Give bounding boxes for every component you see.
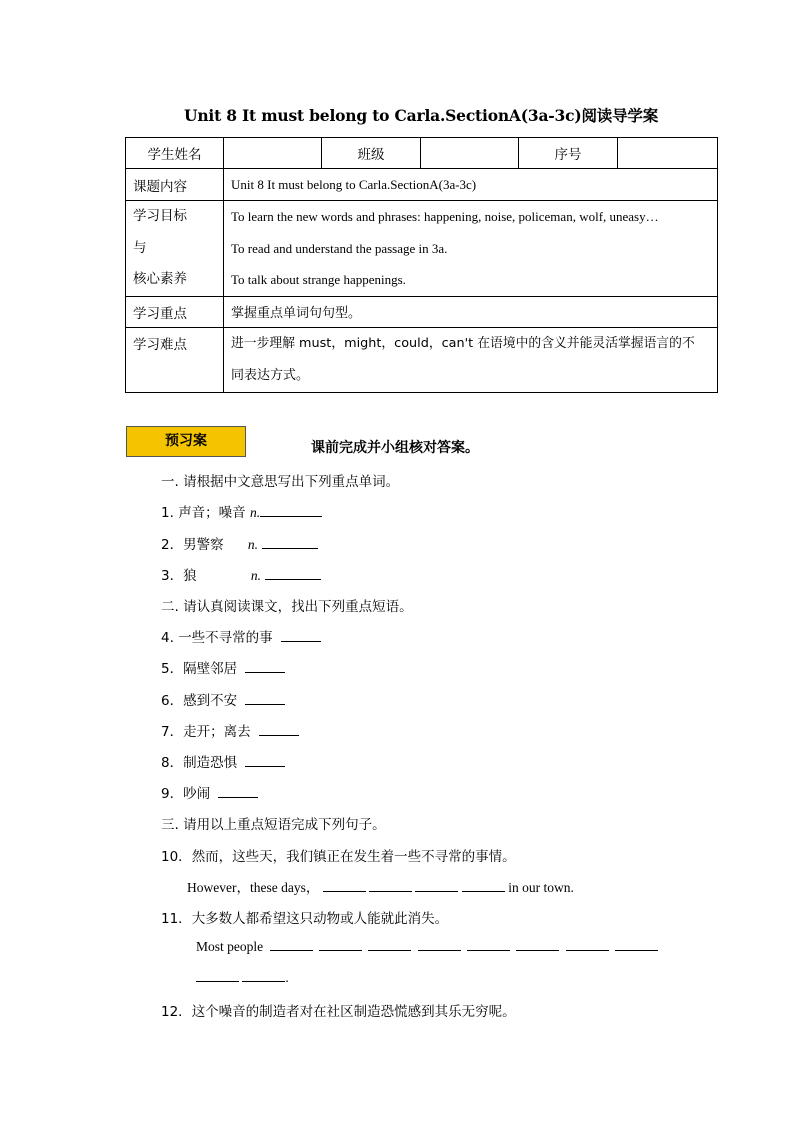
item-number: 10． <box>161 849 192 865</box>
item-chinese: 制造恐惧 <box>183 755 238 771</box>
difficult-value <box>224 327 718 392</box>
item-chinese: 声音；噪音 <box>178 505 246 521</box>
sentence-start: However，these days， <box>187 880 320 895</box>
item-chinese: 狼 <box>183 568 197 584</box>
answer-blank[interactable] <box>319 938 362 951</box>
goal-item: To learn the new words and phrases: happening, noise, policeman, wolf, uneasy… <box>231 209 659 224</box>
answer-blank[interactable] <box>418 938 461 951</box>
sentence-item <box>161 907 448 927</box>
info-table <box>125 137 718 393</box>
answer-blank[interactable] <box>516 938 559 951</box>
answer-blank[interactable] <box>415 879 458 892</box>
goal-item: To read and understand the passage in 3a. <box>231 240 448 256</box>
answer-blank[interactable] <box>265 567 321 580</box>
word-item <box>161 564 321 584</box>
sentence-item <box>161 845 516 865</box>
item-chinese: 吵闹 <box>183 786 211 802</box>
key-value: 掌握重点单词句句型。 <box>224 296 718 327</box>
sentence-start: Most people <box>196 939 264 954</box>
phrase-item <box>161 657 285 677</box>
answer-blank[interactable] <box>245 754 285 767</box>
sentence-item <box>161 1000 516 1020</box>
section3-heading: 三. 请用以上重点短语完成下列句子。 <box>161 817 386 833</box>
item-number: 7． <box>161 724 184 740</box>
goals-label-line-1: 学习目标 <box>133 208 187 224</box>
class-field[interactable] <box>421 138 519 169</box>
goals-label-line-3: 核心素养 <box>133 271 187 287</box>
answer-blank[interactable] <box>242 969 285 982</box>
phrase-item <box>161 782 258 802</box>
item-chinese: 隔壁邻居 <box>183 661 238 677</box>
item-pos: n. <box>247 537 259 552</box>
answer-blank[interactable] <box>281 629 321 642</box>
item-number: 4. <box>161 630 174 646</box>
item-chinese: 大多数人都希望这只动物或人能就此消失。 <box>191 911 449 927</box>
item-chinese: 这个噪音的制造者对在社区制造恐慌感到其乐无穷呢。 <box>191 1004 516 1020</box>
phrase-item <box>161 626 321 646</box>
seat-label: 序号 <box>519 138 618 169</box>
item-chinese: 然而，这些天，我们镇正在发生着一些不寻常的事情。 <box>191 849 516 865</box>
answer-blank[interactable] <box>218 785 258 798</box>
item-number: 1. <box>161 505 174 521</box>
topic-label: 课题内容 <box>126 169 224 201</box>
item-number: 6． <box>161 693 184 709</box>
item-number: 9． <box>161 786 184 802</box>
item-number: 3． <box>161 568 184 584</box>
answer-blank[interactable] <box>323 879 366 892</box>
item-number: 11． <box>161 911 192 927</box>
section1-heading: 一. 请根据中文意思写出下列重点单词。 <box>161 474 400 490</box>
answer-blank[interactable] <box>615 938 658 951</box>
answer-blank[interactable] <box>196 969 239 982</box>
phrase-item <box>161 720 299 740</box>
answer-blank[interactable] <box>368 938 411 951</box>
goals-label-line-2: 与 <box>133 239 147 256</box>
preview-badge: 预习案 <box>126 426 246 457</box>
answer-blank[interactable] <box>259 723 299 736</box>
item-chinese: 一些不寻常的事 <box>178 630 273 646</box>
difficult-line-1: 进一步理解 must，might，could，can't 在语境中的含义并能灵活掌握语言的不 <box>231 335 695 351</box>
item-chinese: 男警察 <box>183 537 224 553</box>
difficult-line-2: 同表达方式。 <box>231 367 310 383</box>
goals-label <box>126 201 224 297</box>
sentence-end: in our town. <box>508 880 574 895</box>
item-chinese: 感到不安 <box>183 693 238 709</box>
item-number: 5． <box>161 661 184 677</box>
answer-blank[interactable] <box>245 692 285 705</box>
sentence-english <box>196 938 658 955</box>
answer-blank[interactable] <box>467 938 510 951</box>
answer-blank[interactable] <box>566 938 609 951</box>
answer-blank[interactable] <box>260 504 322 517</box>
page-title: Unit 8 It must belong to Carla.SectionA(3a-3c)阅读导学案 <box>184 106 658 125</box>
item-chinese: 走开；离去 <box>183 724 251 740</box>
item-pos: n. <box>249 505 261 520</box>
item-pos: n. <box>250 568 262 583</box>
class-label: 班级 <box>322 138 421 169</box>
item-number: 2． <box>161 537 184 553</box>
sentence-end: . <box>285 970 289 985</box>
student-name-label: 学生姓名 <box>126 138 224 169</box>
seat-field[interactable] <box>618 138 718 169</box>
goals-value <box>224 201 718 297</box>
sentence-english-continued <box>196 969 289 986</box>
item-number: 12． <box>161 1004 192 1020</box>
item-number: 8． <box>161 755 184 771</box>
answer-blank[interactable] <box>245 660 285 673</box>
goal-item: To talk about strange happenings. <box>231 272 406 287</box>
preview-note: 课前完成并小组核对答案。 <box>311 440 479 456</box>
word-item <box>161 501 322 521</box>
key-label: 学习重点 <box>126 296 224 327</box>
phrase-item <box>161 751 285 771</box>
section2-heading: 二. 请认真阅读课文，找出下列重点短语。 <box>161 599 413 615</box>
answer-blank[interactable] <box>462 879 505 892</box>
difficult-label: 学习难点 <box>126 327 224 392</box>
student-name-field[interactable] <box>224 138 322 169</box>
topic-value: Unit 8 It must belong to Carla.SectionA(3a-3c) <box>224 169 718 201</box>
answer-blank[interactable] <box>262 536 318 549</box>
phrase-item <box>161 689 285 709</box>
answer-blank[interactable] <box>369 879 412 892</box>
sentence-english <box>187 876 574 896</box>
word-item <box>161 533 318 553</box>
answer-blank[interactable] <box>270 938 313 951</box>
